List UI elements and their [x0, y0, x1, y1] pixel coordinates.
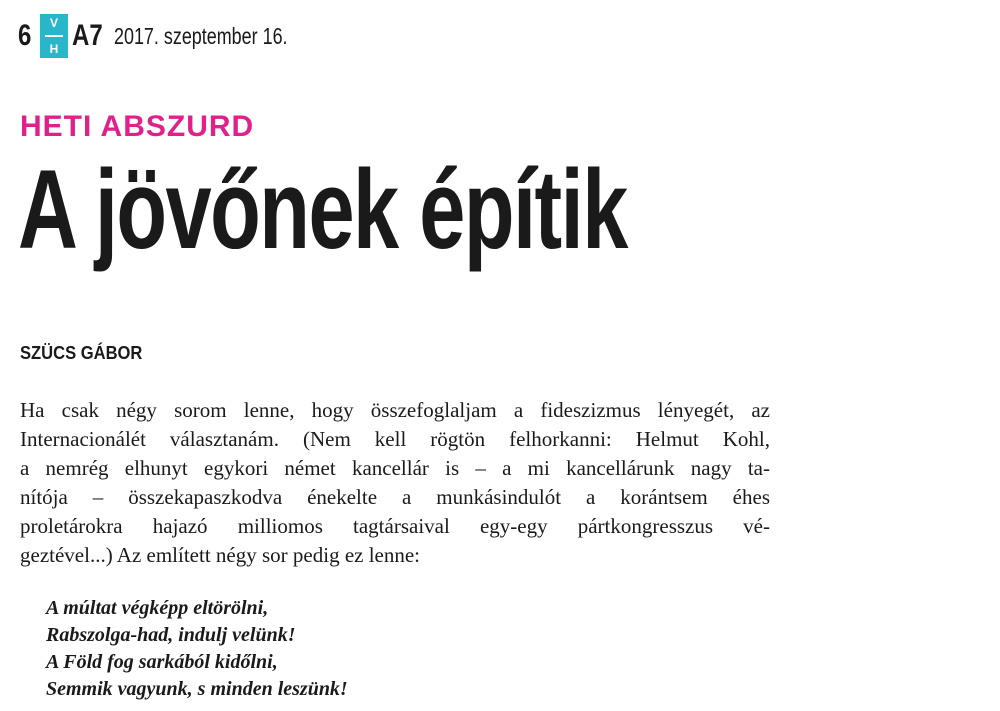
body-line: geztével...) Az említett négy sor pedig ez lenne: [20, 543, 421, 567]
logo-letter-v: V [49, 16, 58, 30]
newspaper-logo [40, 14, 68, 58]
body-line: nítója – összekapaszkodva énekelte a munkásindulót a korántsem éhes [20, 485, 770, 509]
poem-line: Rabszolga-had, indulj velünk! [46, 624, 296, 646]
poem-line: Semmik vagyunk, s minden leszünk! [46, 678, 348, 700]
poem-line: A múltat végképp eltörölni, [46, 597, 269, 619]
body-line: Internacionálét választanám. (Nem kell rögtön felhorkanni: Helmut Kohl, [20, 427, 770, 451]
poem-line: A Föld fog sarkából kidőlni, [46, 651, 278, 673]
article-headline: A jövőnek építik [18, 147, 627, 272]
logo-divider [45, 35, 63, 37]
masthead [18, 14, 336, 58]
issue-date: 2017. szeptember 16. [114, 22, 288, 49]
article-byline: SZÜCS GÁBOR [20, 343, 143, 363]
poem-quote [46, 595, 348, 703]
body-line: proletárokra hajazó milliomos tagtársaival egy-egy pártkongresszus vé- [20, 514, 770, 538]
page-number: 6 [18, 19, 32, 52]
body-line: a nemrég elhunyt egykori német kancellár is – a mi kancellárunk nagy ta- [20, 456, 770, 480]
body-line: Ha csak négy sorom lenne, hogy összefoglaljam a fideszizmus lényegét, az [20, 398, 770, 422]
section-code: A7 [72, 19, 103, 52]
article-body [20, 396, 770, 570]
article-kicker: HETI ABSZURD [20, 110, 255, 143]
logo-letter-h: H [49, 42, 59, 56]
